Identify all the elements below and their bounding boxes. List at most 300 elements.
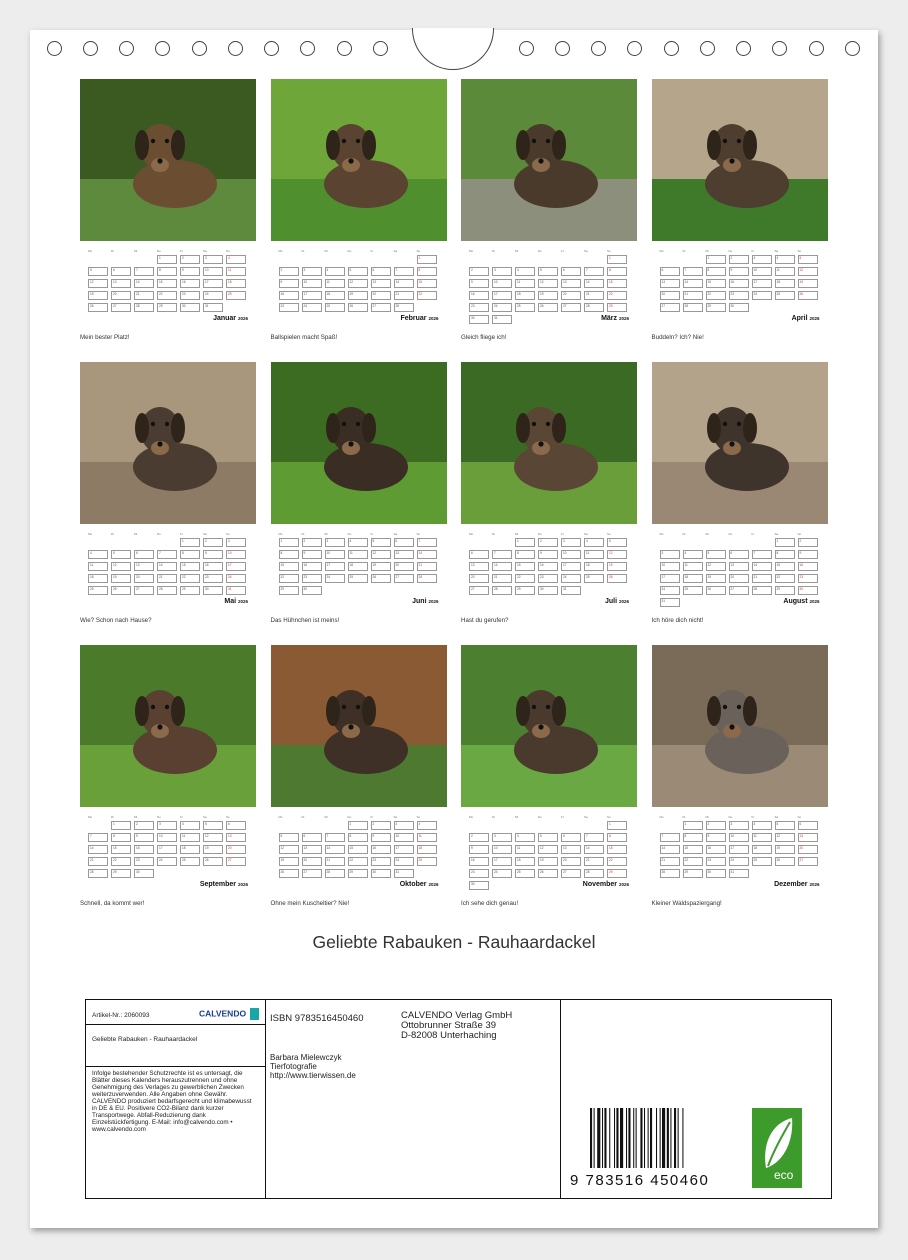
day-cell: 28: [394, 303, 414, 312]
day-cell: 19: [203, 845, 223, 854]
day-cell: 14: [417, 550, 437, 559]
day-cell: 26: [371, 574, 391, 583]
day-cell: 26: [538, 869, 558, 878]
month-caption: Ich sehe dich genau!: [461, 900, 519, 907]
day-cell: 28: [134, 303, 154, 312]
weekday-header: So: [416, 249, 421, 253]
day-cell: 30: [180, 303, 200, 312]
day-cell: 2: [279, 267, 299, 276]
day-cell: 25: [226, 291, 246, 300]
day-cell: 29: [157, 303, 177, 312]
weekday-header: Do: [538, 815, 542, 819]
day-cell: 19: [88, 291, 108, 300]
day-cell: 28: [88, 869, 108, 878]
dachshund-photo: [80, 79, 256, 241]
weekday-header: Sa: [774, 249, 779, 253]
day-cell: 30: [302, 586, 322, 595]
weekday-header: Fr: [180, 249, 183, 253]
day-cell: 27: [371, 303, 391, 312]
day-cell: 18: [584, 562, 604, 571]
weekday-header: Di: [682, 815, 686, 819]
weekday-header: Do: [538, 532, 542, 536]
day-cell: 15: [279, 562, 299, 571]
day-cell: 10: [660, 562, 680, 571]
dachshund-lying-by-tree-image: [461, 362, 637, 524]
day-cell: 15: [683, 845, 703, 854]
weekday-header: Di: [682, 249, 686, 253]
day-cell: 9: [729, 267, 749, 276]
month-dezember: [652, 645, 828, 913]
day-cell: 5: [348, 267, 368, 276]
day-cell: 18: [515, 857, 535, 866]
month-märz: [461, 79, 637, 347]
dachshund-with-chicken-toy-image: [271, 362, 447, 524]
day-cell: 22: [417, 291, 437, 300]
day-cell: 7: [752, 550, 772, 559]
day-cell: 18: [88, 574, 108, 583]
weekday-header: Do: [157, 815, 161, 819]
day-cell: 21: [584, 857, 604, 866]
day-cell: 20: [660, 291, 680, 300]
day-cell: 4: [348, 538, 368, 547]
day-cell: 8: [607, 267, 627, 276]
day-cell: 29: [515, 586, 535, 595]
day-cell: 10: [203, 267, 223, 276]
ean-barcode: [588, 1108, 723, 1168]
dachshund-photo: [461, 645, 637, 807]
month-caption: Ballspielen macht Spaß!: [270, 334, 338, 341]
binding-hole: [337, 41, 352, 56]
day-cell: 13: [561, 845, 581, 854]
day-cell: 11: [584, 550, 604, 559]
day-cell: 9: [798, 550, 818, 559]
binding-hole: [700, 41, 715, 56]
weekday-header: Mo: [659, 815, 664, 819]
day-cell: 18: [752, 845, 772, 854]
weekday-header: Sa: [393, 249, 398, 253]
day-cell: 2: [134, 821, 154, 830]
weekday-header: Do: [728, 249, 733, 253]
eco-badge: [752, 1108, 802, 1188]
day-cell: 22: [775, 574, 795, 583]
day-cell: 25: [752, 857, 772, 866]
day-cell: 13: [134, 562, 154, 571]
dachshund-photo: [271, 79, 447, 241]
day-cell: 5: [798, 255, 818, 264]
day-cell: 19: [348, 291, 368, 300]
day-cell: 20: [134, 574, 154, 583]
weekday-header: Sa: [584, 532, 588, 536]
day-cell: 22: [607, 291, 627, 300]
day-cell: 26: [706, 586, 726, 595]
day-cell: 4: [683, 550, 703, 559]
day-cell: 7: [492, 550, 512, 559]
weekday-header: Sa: [584, 815, 588, 819]
weekday-header: So: [226, 815, 230, 819]
day-cell: 19: [111, 574, 131, 583]
day-cell: 27: [798, 857, 818, 866]
binding-hole: [192, 41, 207, 56]
dachshund-photo: [80, 645, 256, 807]
day-cell: 23: [279, 303, 299, 312]
day-cell: 8: [180, 550, 200, 559]
day-cell: 29: [607, 869, 627, 878]
day-cell: 4: [584, 538, 604, 547]
day-cell: 7: [584, 267, 604, 276]
day-cell: 13: [226, 833, 246, 842]
day-cell: 16: [538, 562, 558, 571]
weekday-header: So: [416, 532, 421, 536]
day-cell: 12: [775, 833, 795, 842]
month-name: Januar 2026: [213, 315, 248, 322]
day-cell: 14: [584, 279, 604, 288]
weekday-header: Mi: [515, 532, 519, 536]
day-cell: 2: [538, 538, 558, 547]
day-cell: 30: [798, 586, 818, 595]
calendar-sheet: [30, 30, 878, 1228]
binding-hole: [664, 41, 679, 56]
day-cell: 11: [88, 562, 108, 571]
weekday-header: Mi: [134, 815, 138, 819]
day-cell: 8: [683, 833, 703, 842]
day-cell: 23: [729, 291, 749, 300]
dachshund-sitting-on-path-image: [652, 79, 828, 241]
day-cell: 28: [752, 586, 772, 595]
day-cell: 4: [226, 255, 246, 264]
day-cell: 10: [492, 845, 512, 854]
day-cell: 22: [279, 574, 299, 583]
binding-hole: [155, 41, 170, 56]
day-cell: 8: [417, 267, 437, 276]
dachshund-photo: [461, 362, 637, 524]
day-cell: 28: [584, 869, 604, 878]
weekday-header: Di: [301, 532, 305, 536]
day-cell: 11: [752, 833, 772, 842]
day-cell: 12: [203, 833, 223, 842]
day-cell: 27: [561, 303, 581, 312]
day-cell: 26: [348, 303, 368, 312]
month-caption: Gleich fliege ich!: [461, 334, 507, 341]
day-cell: 24: [325, 574, 345, 583]
day-cell: 1: [157, 255, 177, 264]
author: Barbara Mielewczyk Tierfotografie http://www.tierwissen.de: [270, 1053, 356, 1080]
day-cell: 11: [180, 833, 200, 842]
weekday-header: Sa: [774, 532, 779, 536]
day-cell: 28: [584, 303, 604, 312]
day-cell: 4: [417, 821, 437, 830]
weekday-header: Di: [301, 249, 305, 253]
article-number: Artikel-Nr.: 2060093: [92, 1012, 150, 1019]
day-cell: 4: [515, 833, 535, 842]
month-juli: [461, 362, 637, 630]
day-cell: 18: [348, 562, 368, 571]
day-cell: 1: [417, 255, 437, 264]
day-cell: 27: [729, 586, 749, 595]
day-cell: 13: [302, 845, 322, 854]
dachshund-with-ball-image: [271, 79, 447, 241]
grey-dachshund-in-forest-image: [652, 645, 828, 807]
month-caption: Kleiner Waldspaziergang!: [651, 900, 722, 907]
day-cell: 27: [469, 586, 489, 595]
day-cell: 2: [180, 255, 200, 264]
day-cell: 9: [538, 550, 558, 559]
day-cell: 11: [515, 845, 535, 854]
day-cell: 4: [515, 267, 535, 276]
day-cell: 3: [752, 255, 772, 264]
weekday-header: Mi: [705, 532, 709, 536]
day-cell: 12: [88, 279, 108, 288]
day-cell: 26: [88, 303, 108, 312]
day-cell: 16: [798, 562, 818, 571]
day-cell: 28: [417, 574, 437, 583]
month-april: [652, 79, 828, 347]
day-cell: 12: [279, 845, 299, 854]
day-cell: 25: [775, 291, 795, 300]
day-cell: 21: [660, 857, 680, 866]
day-cell: 15: [157, 279, 177, 288]
weekday-header: Do: [728, 815, 733, 819]
day-cell: 6: [226, 821, 246, 830]
weekday-header: Do: [347, 249, 352, 253]
weekday-header: Fr: [751, 532, 755, 536]
day-cell: 26: [798, 291, 818, 300]
day-cell: 17: [394, 845, 414, 854]
day-cell: 24: [302, 303, 322, 312]
day-cell: 1: [279, 538, 299, 547]
day-cell: 6: [394, 538, 414, 547]
day-cell: 28: [683, 303, 703, 312]
month-november: [461, 645, 637, 913]
day-cell: 2: [729, 255, 749, 264]
day-cell: 18: [683, 574, 703, 583]
day-cell: 9: [469, 845, 489, 854]
month-caption: Ohne mein Kuscheltier? Nie!: [270, 900, 350, 907]
day-cell: 3: [492, 833, 512, 842]
weekday-header: Mi: [134, 532, 138, 536]
day-cell: 5: [607, 538, 627, 547]
isbn: ISBN 9783516450460: [270, 1013, 364, 1024]
day-cell: 30: [469, 315, 489, 324]
month-name: April 2026: [791, 315, 820, 322]
weekday-header: So: [416, 815, 421, 819]
day-cell: 22: [180, 574, 200, 583]
day-cell: 21: [394, 291, 414, 300]
day-cell: 3: [325, 538, 345, 547]
day-cell: 20: [561, 291, 581, 300]
day-cell: 20: [469, 574, 489, 583]
hanger-notch: [412, 28, 494, 70]
day-cell: 19: [775, 845, 795, 854]
weekday-header: Mo: [469, 532, 474, 536]
day-cell: 23: [706, 857, 726, 866]
day-cell: 11: [515, 279, 535, 288]
day-cell: 10: [226, 550, 246, 559]
day-cell: 21: [157, 574, 177, 583]
day-cell: 30: [469, 881, 489, 890]
day-cell: 12: [706, 562, 726, 571]
day-cell: 30: [134, 869, 154, 878]
day-cell: 25: [88, 586, 108, 595]
day-cell: 1: [775, 538, 795, 547]
weekday-header: Di: [492, 532, 495, 536]
day-cell: 13: [111, 279, 131, 288]
day-cell: 28: [325, 869, 345, 878]
day-cell: 19: [538, 291, 558, 300]
day-cell: 13: [394, 550, 414, 559]
month-name: Mai 2026: [224, 598, 248, 605]
day-cell: 17: [325, 562, 345, 571]
day-cell: 29: [706, 303, 726, 312]
day-cell: 6: [302, 833, 322, 842]
day-cell: 12: [348, 279, 368, 288]
day-cell: 25: [515, 303, 535, 312]
day-cell: 28: [492, 586, 512, 595]
binding-hole: [591, 41, 606, 56]
day-cell: 20: [798, 845, 818, 854]
day-cell: 14: [492, 562, 512, 571]
dachshund-standing-on-gravel-image: [80, 362, 256, 524]
day-cell: 15: [180, 562, 200, 571]
day-cell: 7: [417, 538, 437, 547]
day-cell: 31: [492, 315, 512, 324]
weekday-header: Mi: [515, 249, 519, 253]
day-cell: 23: [538, 574, 558, 583]
day-cell: 12: [111, 562, 131, 571]
ean-number: 9 783516 450460: [570, 1172, 710, 1189]
day-cell: 8: [348, 833, 368, 842]
day-cell: 4: [775, 255, 795, 264]
day-cell: 17: [157, 845, 177, 854]
day-cell: 14: [157, 562, 177, 571]
dachshund-photo: [652, 645, 828, 807]
day-cell: 19: [371, 562, 391, 571]
day-cell: 5: [706, 550, 726, 559]
day-cell: 3: [660, 550, 680, 559]
month-caption: Schnell, da kommt wer!: [80, 900, 145, 907]
day-cell: 21: [584, 291, 604, 300]
day-cell: 16: [729, 279, 749, 288]
weekday-header: Sa: [393, 532, 398, 536]
weekday-header: Mi: [705, 249, 709, 253]
day-cell: 17: [561, 562, 581, 571]
day-cell: 1: [111, 821, 131, 830]
binding-hole: [300, 41, 315, 56]
weekday-header: Do: [728, 532, 733, 536]
month-caption: Wie? Schon nach Hause?: [80, 617, 152, 624]
day-cell: 18: [325, 291, 345, 300]
weekday-header: So: [797, 249, 802, 253]
day-cell: 26: [538, 303, 558, 312]
weekday-header: So: [607, 815, 611, 819]
day-cell: 28: [157, 586, 177, 595]
day-cell: 25: [515, 869, 535, 878]
day-cell: 3: [492, 267, 512, 276]
day-cell: 22: [111, 857, 131, 866]
day-cell: 15: [706, 279, 726, 288]
weekday-header: Mo: [659, 249, 664, 253]
dachshund-photo: [652, 362, 828, 524]
day-cell: 19: [607, 562, 627, 571]
weekday-header: Do: [347, 532, 352, 536]
day-cell: 9: [371, 833, 391, 842]
day-cell: 24: [226, 574, 246, 583]
day-cell: 7: [88, 833, 108, 842]
eco-label: eco: [774, 1168, 794, 1182]
day-cell: 6: [798, 821, 818, 830]
weekday-header: So: [607, 532, 611, 536]
day-cell: 20: [729, 574, 749, 583]
day-cell: 22: [683, 857, 703, 866]
month-mai: [80, 362, 256, 630]
day-cell: 26: [203, 857, 223, 866]
day-cell: 23: [203, 574, 223, 583]
day-cell: 24: [492, 303, 512, 312]
day-cell: 2: [469, 267, 489, 276]
day-cell: 29: [348, 869, 368, 878]
day-cell: 25: [348, 574, 368, 583]
day-cell: 16: [279, 291, 299, 300]
day-cell: 12: [371, 550, 391, 559]
day-cell: 29: [607, 303, 627, 312]
day-cell: 16: [302, 562, 322, 571]
binding-hole: [47, 41, 62, 56]
day-cell: 22: [348, 857, 368, 866]
day-cell: 5: [538, 833, 558, 842]
weekday-header: Mi: [515, 815, 519, 819]
day-cell: 22: [515, 574, 535, 583]
weekday-header: Di: [111, 815, 114, 819]
day-cell: 12: [798, 267, 818, 276]
month-name: Dezember 2026: [774, 881, 820, 888]
day-cell: 18: [515, 291, 535, 300]
day-cell: 12: [607, 550, 627, 559]
weekday-header: Fr: [751, 815, 755, 819]
weekday-header: Fr: [561, 249, 564, 253]
day-cell: 20: [226, 845, 246, 854]
calendar-title: Geliebte Rabauken - Rauhaardackel: [312, 932, 596, 952]
day-cell: 21: [325, 857, 345, 866]
day-cell: 13: [371, 279, 391, 288]
weekday-header: Sa: [393, 815, 398, 819]
weekday-header: Fr: [370, 815, 374, 819]
day-cell: 6: [660, 267, 680, 276]
day-cell: 21: [492, 574, 512, 583]
day-cell: 24: [561, 574, 581, 583]
day-cell: 29: [683, 869, 703, 878]
day-cell: 10: [302, 279, 322, 288]
day-cell: 19: [538, 857, 558, 866]
day-cell: 16: [706, 845, 726, 854]
day-cell: 8: [607, 833, 627, 842]
day-cell: 14: [683, 279, 703, 288]
day-cell: 9: [203, 550, 223, 559]
day-cell: 30: [706, 869, 726, 878]
day-cell: 16: [180, 279, 200, 288]
dachshund-running-with-stick-image: [461, 79, 637, 241]
day-cell: 10: [752, 267, 772, 276]
binding-hole: [519, 41, 534, 56]
day-cell: 6: [111, 267, 131, 276]
day-cell: 23: [371, 857, 391, 866]
day-cell: 8: [111, 833, 131, 842]
day-cell: 28: [660, 869, 680, 878]
weekday-header: So: [607, 249, 611, 253]
day-cell: 23: [302, 574, 322, 583]
day-cell: 16: [469, 857, 489, 866]
day-cell: 17: [752, 279, 772, 288]
weekday-header: Mo: [469, 815, 474, 819]
day-cell: 22: [607, 857, 627, 866]
